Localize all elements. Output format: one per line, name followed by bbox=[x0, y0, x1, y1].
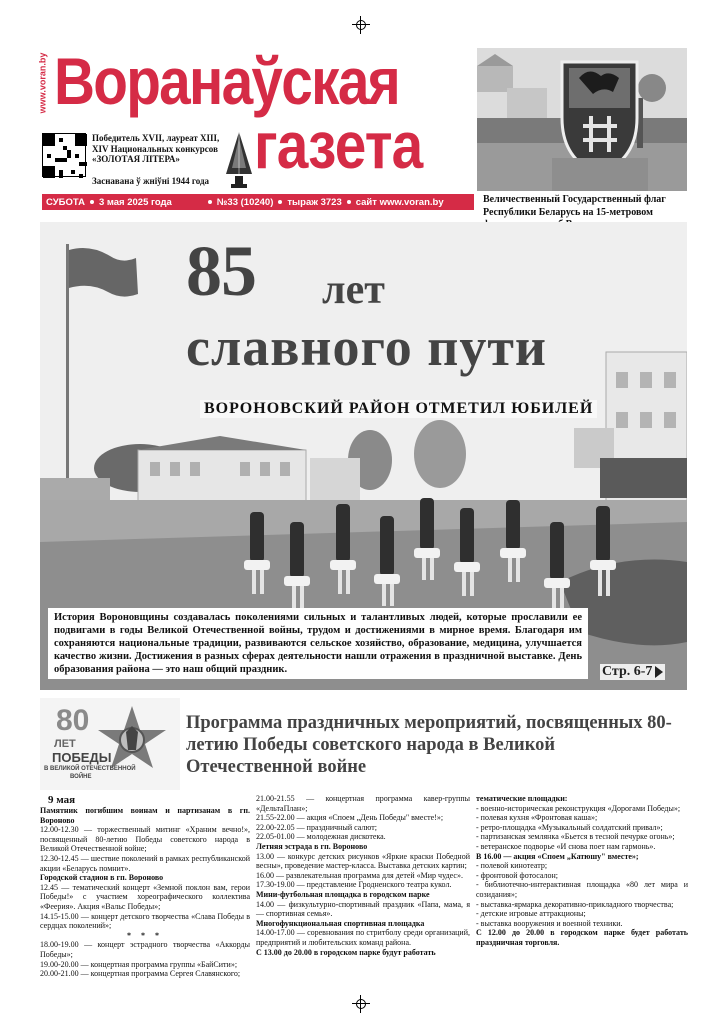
program-item: 22.00-22.05 — праздничный салют; bbox=[256, 822, 377, 832]
program-item: С 13.00 до 20.00 в городском парке будут работать bbox=[256, 947, 436, 957]
program-item: - ветеранское подворье «И снова поет нам гармонь». bbox=[476, 841, 656, 851]
program-item: 14.15-15.00 — концерт детского творчества «Слава Победы в сердцах поколений»; bbox=[40, 911, 250, 931]
headline-glorious-path: славного пути bbox=[186, 317, 547, 377]
main-story-page-ref-label: Стр. 6-7 bbox=[602, 664, 653, 679]
program-item: - полевая кухня «Фронтовая каша»; bbox=[476, 813, 598, 823]
program-heading: Летняя эстрада в гп. Вороново bbox=[256, 841, 368, 851]
victory-80-logo bbox=[40, 698, 180, 790]
issue-date: 3 мая 2025 года bbox=[98, 196, 172, 208]
program-item: В 16.00 — акция «Споем „Катюшу" вместе»; bbox=[476, 851, 639, 861]
top-story-caption: Величественный Государственный флаг Республики Беларусь на 15-метровом bbox=[483, 194, 666, 218]
program-column-1 bbox=[40, 794, 250, 979]
program-item: 16.00 — развлекательная программа для детей «Мир чудес». bbox=[256, 870, 463, 880]
laureate-text: Победитель XVII, лауреат XIII, XIV Национальных конкурсов «ЗОЛОТАЯ ЛІТЕРА» bbox=[92, 133, 220, 164]
program-item: 13.00 — конкурс детских рисунков «Яркие краски Победной весны», проведение мастер-класса. Выставка детских картин; bbox=[256, 851, 470, 871]
issue-day: СУБОТА bbox=[46, 196, 85, 208]
program-item: - партизанская землянка «Бьется в тесной печурке огонь»; bbox=[476, 832, 675, 842]
masthead-site-vertical: www.voran.by bbox=[37, 52, 48, 114]
masthead-title-line1: Воранаўская bbox=[54, 44, 400, 118]
headline-number: 85 bbox=[186, 231, 256, 311]
main-story-photo bbox=[40, 222, 687, 690]
program-date: 9 мая bbox=[48, 794, 76, 806]
program-item: 19.00-20.00 — концертная программа группы «БайСити»; bbox=[40, 959, 238, 969]
program-heading: Мини-футбольная площадка в городском парке bbox=[256, 889, 430, 899]
program-item: 12.30-12.45 — шествие поколений в рамках республиканской акции «Беларусь помнит». bbox=[40, 853, 250, 873]
main-story-page-ref[interactable] bbox=[600, 664, 665, 680]
victory-logo-number: 80 bbox=[56, 704, 90, 737]
victory-logo-line1: ЛЕТ bbox=[54, 738, 76, 750]
headline-word-years: лет bbox=[322, 267, 385, 313]
program-item: 18.00-19.00 — концерт эстрадного творчества «Аккорды Победы»; bbox=[40, 940, 250, 959]
masthead-title-line2: газета bbox=[254, 108, 423, 182]
program-heading: тематические площадки: bbox=[476, 794, 568, 803]
golden-letter-trophy-icon bbox=[222, 128, 256, 188]
program-item: - библиотечно-интерактивная площадка «80 лет мира и созидания»; bbox=[476, 880, 688, 899]
program-item: 22.05-01.00 — молодежная дискотека. bbox=[256, 832, 386, 842]
program-item: - полевой кинотеатр; bbox=[476, 861, 548, 871]
registration-mark-top bbox=[352, 16, 370, 34]
main-story-caption: История Вороновщины создавалась поколениями сильных и талантливых людей, которые прославили ее подвигами в годы Великой Отечественной войны, трудом и достижениями в мирное время. Благодаря им сохраняются национальные традиции, развиваются сельское хозяйство, образование, медицина, улучшается качество жизни. Достижения в разных сферах деятельности нашли отражения в праздничной выставке. День образования района — это наш общий праздник. bbox=[48, 608, 588, 679]
program-column-2 bbox=[256, 794, 470, 957]
founded-text: Заснавана ў жніўні 1944 года bbox=[92, 176, 210, 186]
issue-site: сайт www.voran.by bbox=[355, 196, 444, 208]
issue-number: №33 (10240) bbox=[216, 196, 274, 208]
program-item: 21.00-21.55 — концертная программа кавер-группы «ДельтаПлан»; bbox=[256, 794, 470, 813]
program-item: - военно-историческая реконструкция «Дорогами Победы»; bbox=[476, 803, 681, 813]
victory-logo-line3: В ВЕЛИКОЙ ОТЕЧЕСТВЕННОЙ bbox=[44, 766, 136, 772]
program-item: - ретро-площадка «Музыкальный солдатский привал»; bbox=[476, 822, 663, 832]
program-column-3 bbox=[476, 794, 688, 948]
program-item: С 12.00 до 20.00 в городском парке будет работать праздничная торговля. bbox=[476, 928, 688, 947]
program-heading: Памятник погибшим воинам и партизанам в гп. Вороново bbox=[40, 806, 250, 825]
program-item: 14.00-17.00 — соревнования по стритболу среди организаций, предприятий и любительских команд района. bbox=[256, 928, 470, 947]
program-item: 12.00-12.30 — торжественный митинг «Храним вечно!», посвященный 80-летию Победы советского народа в Великой Отечественной войне; bbox=[40, 825, 250, 854]
program-heading: Городской стадион в гп. Вороново bbox=[40, 873, 164, 883]
victory-logo-line2: ПОБЕДЫ bbox=[52, 750, 112, 765]
program-separator: * * * bbox=[127, 930, 163, 940]
program-title: Программа праздничных мероприятий, посвященных 80-летию Победы советского народа в Великой Отечественной войне bbox=[186, 713, 672, 777]
issue-info-bar bbox=[42, 194, 474, 210]
program-item: 20.00-21.00 — концертная программа Сергея Славянского; bbox=[40, 969, 241, 979]
program-item: - детские игровые аттракционы; bbox=[476, 909, 586, 919]
arrow-right-icon bbox=[655, 666, 663, 678]
victory-logo-line4: ВОЙНЕ bbox=[70, 774, 92, 780]
program-item: 17.30-19.00 — представление Гродненского театра кукол. bbox=[256, 880, 452, 890]
program-heading: Многофункциональная спортивная площадка bbox=[256, 918, 425, 928]
program-item: 21.55-22.00 — акция «Споем „День Победы" вместе!»; bbox=[256, 813, 444, 823]
registration-mark-bottom bbox=[352, 995, 370, 1013]
issue-circulation: тыраж 3723 bbox=[287, 196, 342, 208]
qr-code-icon bbox=[42, 133, 86, 177]
program-item: 12.45 — тематический концерт «Земной поклон вам, герои Победы!» с участием хореографического коллектива «Феерия». Акция «Вальс Победы»; bbox=[40, 882, 250, 911]
program-item: 14.00 — физкультурно-спортивный праздник «Папа, мама, я — спортивная семья». bbox=[256, 899, 470, 919]
program-item: - фронтовой фотосалон; bbox=[476, 870, 558, 880]
coat-of-arms-photo bbox=[477, 48, 687, 191]
program-item: - выставка вооружения и военной техники. bbox=[476, 918, 623, 928]
main-subheadline: ВОРОНОВСКИЙ РАЙОН ОТМЕТИЛ ЮБИЛЕЙ bbox=[200, 400, 597, 418]
program-item: - выставка-ярмарка декоративно-прикладного творчества; bbox=[476, 899, 674, 909]
